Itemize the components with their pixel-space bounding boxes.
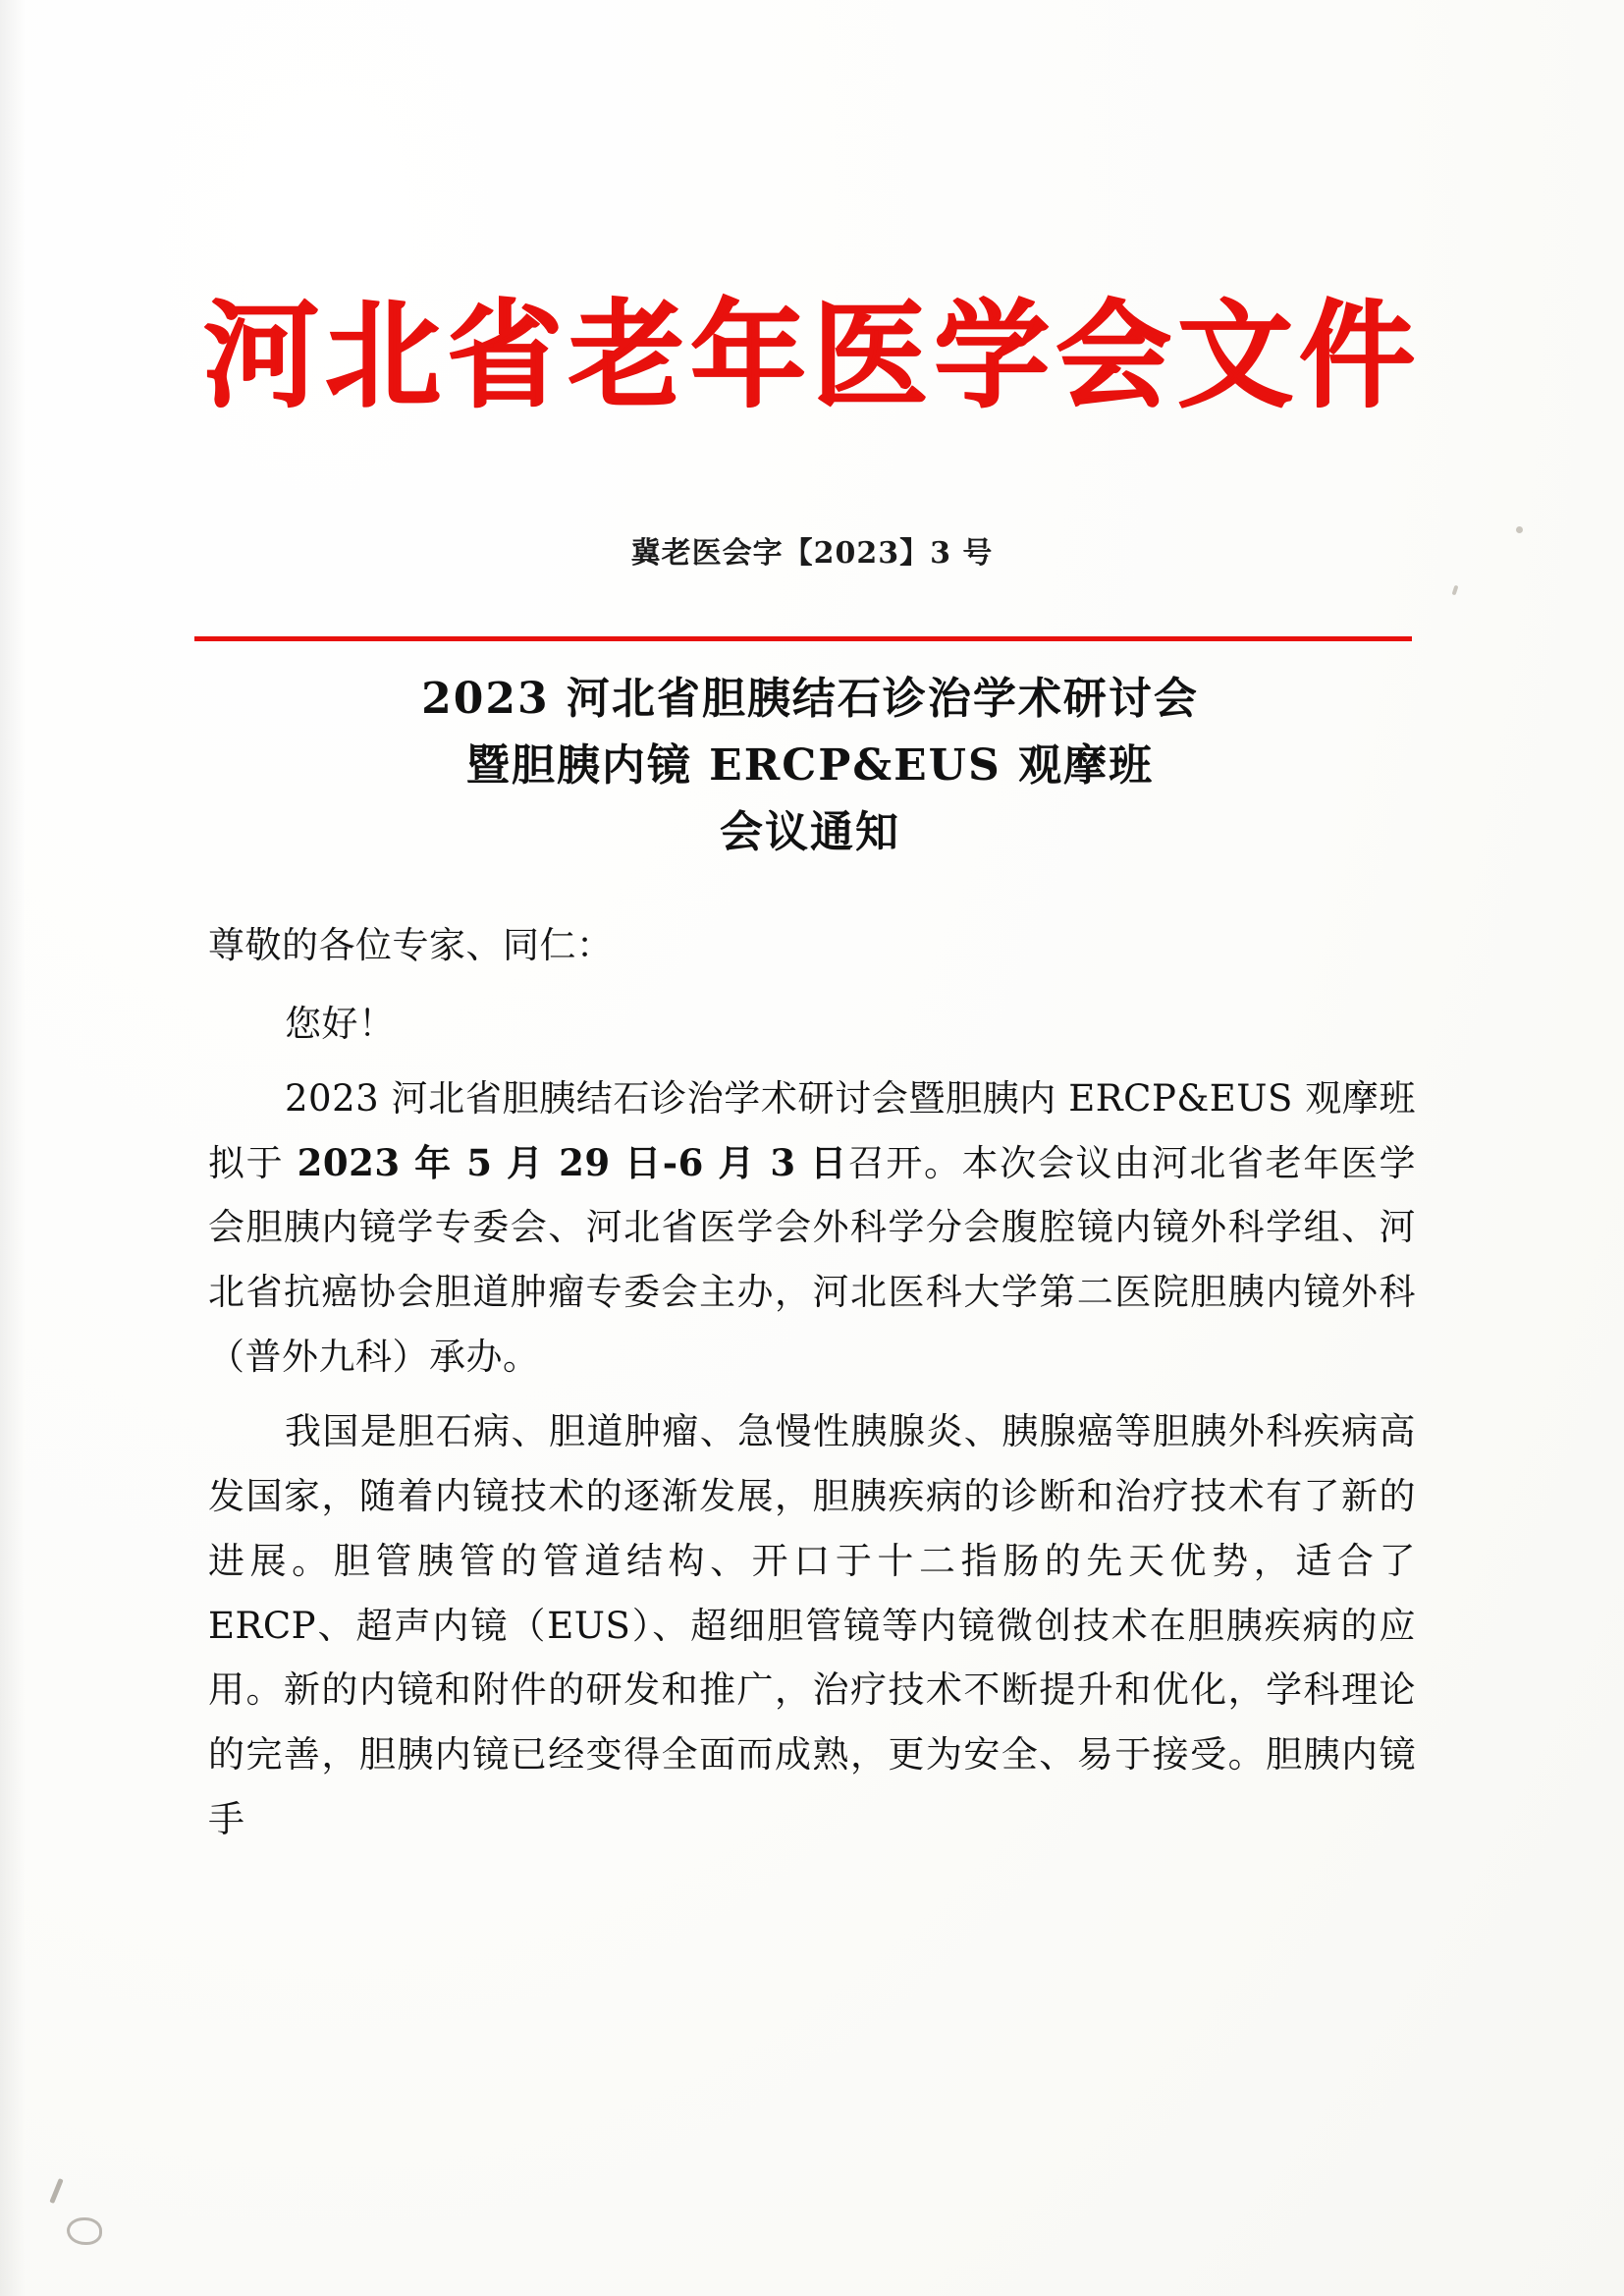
emphasized-date-range: 2023 年 5 月 29 日-6 月 3 日 (297, 1140, 848, 1184)
salutation: 尊敬的各位专家、同仁： (208, 924, 614, 966)
document-title (196, 666, 1424, 867)
title-line-3: 会议通知 (720, 807, 900, 858)
paragraph-1: 2023 河北省胆胰结石诊治学术研讨会暨胆胰内 ERCP&EUS 观摩班拟于 2023 年 5 月 29 日-6 月 3 日召开。本次会议由河北省老年医学会胆胰内镜学专委会、河北省医学会外科学分会腹腔镜内镜外科学组、河北省抗癌协会胆道肿瘤专委会主办，河北医科大学第二医院胆胰内镜外科（普外九科）承办。 (208, 1076, 1417, 1379)
scan-speck (1452, 585, 1459, 596)
organization-title: 河北省老年医学会文件 (202, 287, 1421, 423)
paragraph-2: 我国是胆石病、胆道肿瘤、急慢性胰腺炎、胰腺癌等胆胰外科疾病高发国家，随着内镜技术的逐渐发展，胆胰疾病的诊断和治疗技术有了新的进展。胆管胰管的管道结构、开口于十二指肠的先天优势，适合了 ERCP、超声内镜（EUS）、超细胆管镜等内镜微创技术在胆胰疾病的应用。新的内镜和附件的研发和推广，治疗技术不断提升和优化，学科理论的完善，胆胰内镜已经变得全面而成熟，更为安全、易于接受。胆胰内镜手 (208, 1410, 1416, 1841)
red-divider-rule (194, 636, 1412, 641)
document-number: 冀老医会字【2023】3 号 (630, 536, 994, 571)
document-body (208, 913, 1416, 1852)
title-line-1: 2023 河北省胆胰结石诊治学术研讨会 (421, 674, 1199, 724)
title-line-2: 暨胆胰内镜 ERCP&EUS 观摩班 (465, 740, 1155, 792)
greeting: 您好！ (285, 1002, 396, 1045)
scan-speck (1516, 526, 1523, 533)
scan-speck (67, 2217, 102, 2245)
masthead (0, 287, 1624, 423)
scan-speck (49, 2178, 63, 2204)
